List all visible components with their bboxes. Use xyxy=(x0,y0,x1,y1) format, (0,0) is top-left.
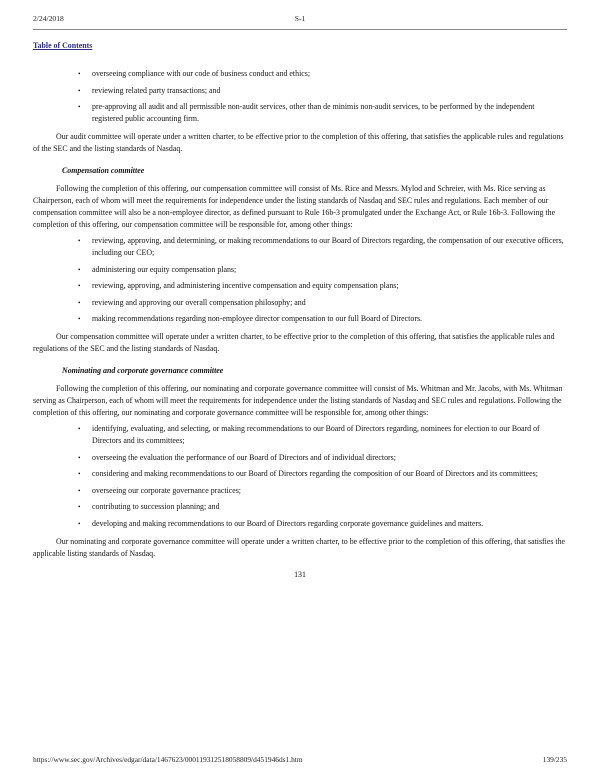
print-doc-title: S-1 xyxy=(294,14,306,23)
audit-committee-closing-paragraph: Our audit committee will operate under a written charter, to be effective prior to the completion of this offering, that satisfies the applicable rules and regulations of the SEC and the listing standards of Nasdaq. xyxy=(33,132,564,153)
list-item: • administering our equity compensation plans; xyxy=(33,264,567,276)
list-item: • pre-approving all audit and all permissible non-audit services, other than de minimis non-audit services, to be performed by the independent registered public accounting firm. xyxy=(33,101,567,125)
compensation-committee-intro-paragraph: Following the completion of this offering, our compensation committee will consist of Ms. Rice and Messrs. Mylod and Schreier, with Ms. Rice serving as Chairperson, each of whom will meet the requirements for independence under the listing standards of Nasdaq and SEC rules and regulations. Each member of our compensation committee will also be a non-employee director, as defined pursuant to Rule 16b-3 promulgated under the Exchange Act, or Rule 16b-3. Following the completion of this offering, our compensation committee will be responsible for, among other things: xyxy=(33,184,556,229)
header-rule xyxy=(33,29,567,30)
list-item: • developing and making recommendations to our Board of Directors regarding corporate governance guidelines and matters. xyxy=(33,518,567,530)
page-number: 131 xyxy=(294,569,306,579)
list-item: • considering and making recommendations to our Board of Directors regarding the composition of our Board of Directors and its committees; xyxy=(33,468,567,480)
list-item: • making recommendations regarding non-employee director compensation to our full Board of Directors. xyxy=(33,313,567,325)
print-footer-url: https://www.sec.gov/Archives/edgar/data/1467623/000119312518058809/d451946ds1.htm xyxy=(33,755,303,764)
list-item: • reviewing, approving, and determining, or making recommendations to our Board of Directors regarding, the compensation of our executive officers, including our CEO; xyxy=(33,235,567,259)
nominating-committee-closing-paragraph: Our nominating and corporate governance committee will operate under a written charter, to be effective prior to the completion of this offering, that satisfies the applicable listing standards of Nasdaq. xyxy=(33,536,566,558)
nominating-committee-bullet-list xyxy=(33,423,567,530)
print-footer-page-indicator: 139/235 xyxy=(542,755,567,764)
list-item: • contributing to succession planning; and xyxy=(33,501,567,513)
compensation-committee-heading: Compensation committee xyxy=(62,166,145,175)
print-footer xyxy=(33,755,567,764)
compensation-committee-closing-paragraph: Our compensation committee will operate under a written charter, to be effective prior to the completion of this offering, that satisfies the applicable rules and regulations of the SEC and the listing standards of Nasdaq. xyxy=(33,332,555,353)
list-item: • overseeing the evaluation the performance of our Board of Directors and of individual directors; xyxy=(33,452,567,464)
list-item: • reviewing, approving, and administering incentive compensation and equity compensation plans; xyxy=(33,280,567,292)
audit-committee-bullet-list xyxy=(33,68,567,125)
print-date: 2/24/2018 xyxy=(33,14,64,23)
table-of-contents-link[interactable]: Table of Contents xyxy=(33,41,93,50)
print-header xyxy=(0,0,600,23)
document-content xyxy=(0,68,600,581)
list-item: • reviewing and approving our overall compensation philosophy; and xyxy=(33,297,567,309)
list-item: • overseeing compliance with our code of business conduct and ethics; xyxy=(33,68,567,80)
compensation-committee-bullet-list xyxy=(33,235,567,325)
nominating-committee-heading: Nominating and corporate governance committee xyxy=(62,366,224,375)
list-item: • reviewing related party transactions; and xyxy=(33,85,567,97)
list-item: • identifying, evaluating, and selecting, or making recommendations to our Board of Directors regarding, nominees for election to our Board of Directors and its committees; xyxy=(33,423,567,447)
list-item: • overseeing our corporate governance practices; xyxy=(33,485,567,497)
nominating-committee-intro-paragraph: Following the completion of this offering, our nominating and corporate governance committee will consist of Ms. Whitman and Mr. Jacobs, with Ms. Whitman serving as Chairperson, each of whom will meet the requirements for independence under the listing standards of Nasdaq and SEC rules and regulations. Following the completion of this offering, our nominating and corporate governance committee will be responsible for, among other things: xyxy=(33,384,563,417)
